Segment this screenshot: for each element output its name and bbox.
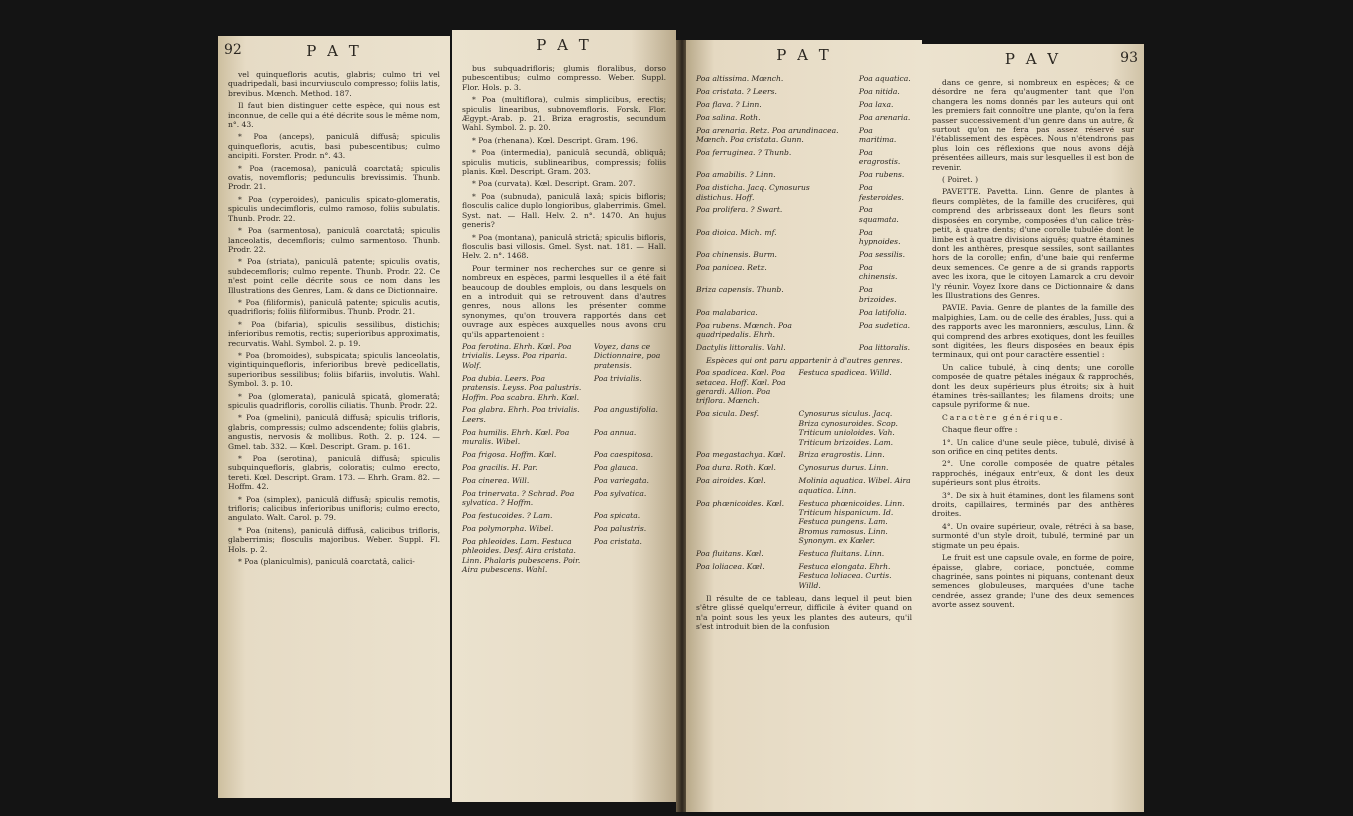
paragraph: * Poa (nitens), paniculâ diffusâ, calicibus trifloris, glaberrimis; flosculis majoribus. Weber. Suppl. Fl. Hols. p. 2. [228, 525, 440, 554]
synonym-row [696, 170, 912, 183]
synonym-row [696, 126, 912, 148]
synonym-target: Poa glauca. [593, 462, 639, 472]
synonym-row [462, 374, 666, 406]
synonym-target: Poa sylvatica. [593, 488, 647, 498]
synonym-target: Poa palustris. [593, 523, 647, 533]
paragraph: 1°. Un calice d'une seule pièce, tubulé, divisé à son orifice en cinq petites dents. [932, 437, 1134, 457]
paragraph: * Poa (simplex), paniculâ diffusâ; spiculis remotis, trifloris; calicibus inferioribus unifloris; culmo erecto, angulato. Walt. Carol. p. 79. [228, 494, 440, 523]
synonym-target: Molinia aquatica. Wibel. Aira aquatica. Linn. [798, 476, 911, 495]
synonym-row [696, 113, 912, 126]
synonym-target: Poa maritima. [858, 125, 897, 145]
synonym-row [462, 511, 666, 524]
paragraph: * Poa (planiculmis), paniculâ coarctatâ, calici- [238, 557, 415, 567]
synonym-target: Festuca elongata. Ehrh. Festuca loliacea. Curtis. Willd. [798, 561, 892, 590]
synonym-source: Poa flava. ? Linn. [696, 99, 762, 109]
paragraph: Le fruit est une capsule ovale, en forme de poire, épaisse, glabre, coriace, ponctuée, comme chagrinée, sans pointes ni piquans, contenant deux semences globuleuses, marquées d'une tache cendrée, assez grande; l'une des deux semences avorte assez souvent. [932, 553, 1134, 610]
synonym-target: Poa laxa. [858, 99, 894, 109]
running-header [686, 46, 922, 66]
synonym-source: Poa trinervata. ? Schrad. Poa sylvatica. ? Hoffm. [462, 488, 575, 508]
paragraph: * Poa (sarmentosa), paniculâ coarctatâ; spiculis lanceolatis, decemfloris; culmo sarmentoso. Thunb. Prodr. 22. [228, 226, 440, 254]
synonym-target: Poa caespitosa. [593, 450, 654, 460]
page-93-left-column [686, 40, 922, 812]
synonym-target: Poa latifolia. [858, 307, 907, 317]
synonym-row [696, 205, 912, 227]
synonym-source: Poa polymorpha. Wibel. [462, 523, 554, 533]
synonym-target: Poa nitida. [858, 86, 900, 96]
synonym-row [696, 321, 912, 343]
synonym-row [462, 537, 666, 578]
synonym-source: Poa panicea. Retz. [696, 263, 767, 272]
header-title: P A V [1004, 50, 1062, 68]
paragraph: 4°. Un ovaire supérieur, ovale, rétréci à sa base, surmonté d'un style droit, tubulé, terminé par un stigmate un peu épais. [932, 521, 1134, 550]
synonym-source: Briza capensis. Thunb. [696, 285, 784, 295]
synonym-source: Poa arenaria. Retz. Poa arundinacea. Mœnch. Poa cristata. Gunn. [696, 125, 839, 145]
paragraph: PAVETTE. Pavetta. Linn. Genre de plantes à fleurs complètes, de la famille des crucifères, qui comprend des arbrisseaux dont les fleurs sont disposées en corymbe, composées d'un calice très-petit, à quatre dents; d'une corolle tubulée dont le limbe est à quatre divisions aiguës; quatre étamines dont les anthères, presque sessiles, sont saillantes hors de la corolle; enfin, d'une baie qui renferme deux semences. Ce genre a de si grands rapports avec les ixora, que le citoyen Lamarck a cru devoir l'y réunir. Voyez Ixore dans ce Dictionnaire & dans les Illustrations des Genres. [932, 187, 1134, 300]
synonym-target: Cynosurus durus. Linn. [798, 463, 889, 473]
synonym-target: Poa hypnoides. [858, 227, 901, 247]
synonym-source: Poa salina. Roth. [696, 112, 761, 122]
running-header [218, 42, 450, 62]
synonym-source: Poa fluitans. Kœl. [696, 549, 764, 559]
synonym-row [696, 100, 912, 113]
synonym-source: Poa prolifera. ? Swart. [696, 205, 783, 215]
synonym-source: Poa dubia. Leers. Poa pratensis. Leyss. Poa palustris. Hoffm. Poa scabra. Ehrh. Kœl. [462, 373, 582, 402]
synonym-row [696, 476, 912, 498]
synonym-source: Poa ferruginea. ? Thunb. [696, 147, 792, 157]
paragraph: 2°. Une corolle composée de quatre pétales rapprochés, inégaux entr'eux, & dont les deux supérieurs sont plus étroits. [932, 459, 1134, 488]
paragraph: Chaque fleur offre : [942, 425, 1018, 435]
author-signature: ( Poiret. ) [942, 175, 979, 185]
synonym-row [696, 463, 912, 476]
synonym-source: Poa cinerea. Will. [462, 475, 530, 485]
synonym-source: Poa sicula. Desf. [696, 409, 760, 419]
synonym-row [462, 463, 666, 476]
paragraph: Pour terminer nos recherches sur ce genre si nombreux en espèces, parmi lesquelles il a été fait beaucoup de doubles emplois, ou dans lesquels on en a introduit qui se retrouvent dans d'autres genres, nous allons les présenter comme synonymes, qu'on trouvera rapportés dans cet ouvrage aux espèces auxquelles nous avons cru qu'ils appartenoient : [462, 263, 666, 339]
synonym-row [696, 562, 912, 594]
page-text [696, 74, 912, 634]
synonym-table [462, 342, 666, 578]
synonym-target: Festuca spadicea. Willd. [798, 368, 892, 378]
paragraph: * Poa (bromoides), subspicata; spiculis lanceolatis, vigintiquinquefloris, inferioribus brevè pedicellatis, superioribus sessilibus; foliis bifariis, involutis. Wahl. Symbol. 3. p. 10. [228, 350, 440, 389]
synonym-target: Poa rubens. [858, 170, 905, 180]
synonym-target: Briza eragrostis. Linn. [798, 450, 885, 460]
synonym-row [696, 263, 912, 285]
synonym-target: Poa chinensis. [858, 263, 898, 282]
synonym-row [696, 228, 912, 250]
synonym-source: Poa chinensis. Burm. [696, 250, 777, 260]
paragraph: * Poa (glomerata), paniculâ spicatâ, glomeratâ; spiculis quadrifloris, corollis ciliatis. Thunb. Prodr. 22. [228, 391, 440, 410]
paragraph: * Poa (racemosa), paniculâ coarctatâ; spiculis ovatis, novemfloris; pedunculis brevissimis. Thunb. Prodr. 21. [228, 163, 440, 192]
synonym-source: Poa festucoides. ? Lam. [462, 511, 553, 521]
header-title: P A T [536, 36, 592, 54]
paragraph: * Poa (cyperoides), paniculis spicato-glomeratis, spiculis undecimfloris, culmo ramoso, foliis subulatis. Thunb. Prodr. 22. [228, 194, 440, 223]
paragraph: * Poa (gmelini), paniculâ diffusâ; spiculis trifloris, glabris, compressis; culmo adscendente; foliis glabris, angustis, nervosis & mollibus. Roth. 2. p. 124. — Gmel. tab. 332. — Kœl. Descript. Gram. p. 161. [228, 413, 440, 451]
synonym-source: Poa dura. Roth. Kœl. [696, 463, 776, 473]
paragraph: * Poa (bifaria), spiculis sessilibus, distichis; inferioribus remotis, rectis; superioribus approximatis, recurvatis. Wahl. Symbol. 2. p. 19. [228, 319, 440, 348]
paragraph: bus subquadrifloris; glumis floralibus, dorso pubescentibus; culmo compresso. Weber. Suppl. Flor. Hols. p. 3. [462, 64, 666, 92]
synonym-target: Poa eragrostis. [858, 147, 901, 167]
synonym-target: Poa sudetica. [858, 320, 911, 330]
synonym-source: Poa humilis. Ehrh. Kœl. Poa muralis. Wibel. [462, 427, 570, 447]
paragraph: * Poa (striata), paniculâ patente; spiculis ovatis, subdecemfloris; culmo repente. Thunb. Prodr. 22. Ce n'est point celle décrite sous ce nom dans les Illustrations des Genres, Lam. & dans ce Dictionnaire. [228, 257, 440, 295]
paragraph: * Poa (subnuda), paniculâ laxâ; spicis bifloris; flosculis calice duplo longioribus, glaberrimis. Gmel. Syst. nat. — Hall. Helv. 2. n°. 1470. An hujus generis? [462, 191, 666, 230]
synonym-source: Poa dioica. Mich. mf. [696, 227, 777, 237]
synonym-row [696, 368, 912, 409]
paragraph: dans ce genre, si nombreux en espèces; & ce désordre ne fera qu'augmenter tant que l'on changera les noms donnés par les auteurs qui ont les premiers fait connoître une plante, qu'on la fera passer successivement d'un genre dans un autre, & surtout qu'on ne fera pas assez réservé sur l'établissement des espèces. Nous n'étendrons pas plus loin ces réflexions que nous avons déjà présentées ailleurs, mais sur lesquelles il est bon de revenir. [932, 78, 1134, 172]
synonym-source: Poa spadicea. Kœl. Poa setacea. Hoff. Kœl. Poa gerardi. Allion. Poa triflora. Mœnch. [696, 368, 786, 406]
synonym-target: Poa sessilis. [858, 250, 905, 260]
synonym-row [462, 342, 666, 374]
section-heading: Caractère générique. [942, 412, 1065, 422]
synonym-target: Festuca fluitans. Linn. [798, 549, 885, 559]
synonym-target: Festuca phœnicoides. Linn. Triticum hispanicum. Id. Festuca pungens. Lam. Bromus ramosus. Linn. Synonym. ex Kœler. [798, 498, 905, 546]
page-text [462, 64, 666, 578]
synonym-source: Poa loliacea. Kœl. [696, 561, 765, 571]
synonym-target: Poa brizoides. [858, 285, 897, 304]
synonym-row [696, 450, 912, 463]
synonym-row [462, 524, 666, 537]
page-number: 93 [1120, 50, 1138, 66]
paragraph: * Poa (anceps), paniculâ diffusâ; spiculis quinquefloris, acutis, basi pubescentibus; culmo ancipiti. Forster. Prodr. n°. 43. [228, 132, 440, 161]
page-text [228, 70, 440, 570]
synonym-row [462, 489, 666, 511]
synonym-source: Poa disticha. Jacq. Cynosurus distichus. Hoff. [696, 183, 810, 202]
paragraph: vel quinquefloris acutis, glabris; culmo tri vel quadripedali, basi incurviusculo compresso; foliis latis, brevibus. Mœnch. Method. 187. [228, 70, 440, 98]
page-number: 92 [224, 42, 242, 58]
synonym-source: Poa cristata. ? Leers. [696, 86, 777, 96]
paragraph: * Poa (filiformis), paniculâ patente; spiculis acutis, quadrifloris; foliis filiformibus. Thunb. Prodr. 21. [228, 297, 440, 317]
synonym-target: Voyez, dans ce Dictionnaire, poa pratensis. [593, 341, 661, 370]
synonym-row [696, 308, 912, 321]
synonym-row [696, 87, 912, 100]
running-header [452, 36, 676, 56]
synonym-target: Poa trivialis. [593, 373, 642, 383]
synonym-row [696, 74, 912, 87]
synonym-target: Poa annua. [593, 427, 637, 437]
paragraph: * Poa (serotina), paniculâ diffusâ; spiculis subquinquefloris, glabris, coloratis; culmo erecto, tereti. Kœl. Descript. Gram. 173. — Ehrh. Gram. 82. — Hoffm. 42. [228, 454, 440, 492]
synonym-source: Poa gracilis. H. Par. [462, 462, 538, 472]
synonym-table [696, 368, 912, 594]
synonym-source: Poa amabilis. ? Linn. [696, 170, 776, 180]
synonym-source: Poa malabarica. [696, 307, 758, 317]
paragraph: 3°. De six à huit étamines, dont les filamens sont droits, capillaires, terminés par des anthères droites. [932, 490, 1134, 519]
paragraph: Il faut bien distinguer cette espèce, qui nous est inconnue, de celle qui a été décrite sous le même nom, n°. 43. [228, 101, 440, 130]
synonym-source: Dactylis littoralis. Vahl. [696, 342, 786, 352]
synonym-row [696, 409, 912, 450]
synonym-target: Poa spicata. [593, 511, 641, 521]
synonym-row [462, 428, 666, 450]
synonym-row [696, 250, 912, 263]
header-title: P A T [306, 42, 362, 60]
paragraph: * Poa (montana), paniculâ strictâ; spiculis bifloris, flosculis basi villosis. Gmel. Syst. nat. 181. — Hall. Helv. 2. n°. 1468. [462, 232, 666, 261]
page-text [932, 78, 1134, 613]
paragraph: PAVIE. Pavia. Genre de plantes de la famille des malpighies, Lam. ou de celle des érables, Juss. qui a des rapports avec les maronniers, æsculus, Linn. & qui comprend des arbres exotiques, dont les feuilles sont digitées, les fleurs disposées en beaux épis terminaux, qui ont pour caractère essentiel : [932, 303, 1134, 360]
synonym-target: Poa arenaria. [858, 112, 911, 122]
synonym-target: Poa festeroides. [858, 183, 904, 202]
paragraph: Un calice tubulé, à cinq dents; une corolle composée de quatre pétales inégaux & rapprochés, dont les deux supérieurs plus étroits; six à huit étamines très-saillantes; les filamens droits; une capsule pyriforme & nue. [932, 362, 1134, 410]
synonym-row [462, 405, 666, 427]
paragraph: * Poa (curvata). Kœl. Descript. Gram. 207. [472, 179, 636, 189]
synonym-source: Poa megastachya. Kœl. [696, 450, 786, 460]
synonym-target: Poa littoralis. [858, 342, 911, 352]
synonym-source: Poa phœnicoides. Kœl. [696, 498, 785, 508]
synonym-row [462, 476, 666, 489]
synonym-row [462, 450, 666, 463]
synonym-source: Poa glabra. Ehrh. Poa trivialis. Leers. [462, 405, 580, 424]
paragraph: * Poa (intermedia), paniculâ secundâ, obliquâ; spiculis muticis, sublinearibus, compressis; foliis planis. Kœl. Descript. Gram. 203. [462, 148, 666, 177]
page-92-right-column [452, 30, 676, 802]
synonym-row [696, 285, 912, 307]
synonym-source: Poa frigosa. Hoffm. Kœl. [462, 450, 557, 460]
synonym-target: Poa aquatica. [858, 74, 911, 83]
synonym-row [696, 183, 912, 205]
paragraph: Il résulte de ce tableau, dans lequel il peut bien s'être glissé quelqu'erreur, difficile à éviter quand on n'a point sous les yeux les plantes des auteurs, qu'il s'est introduit bien de la confusion [696, 593, 912, 631]
paragraph: * Poa (multiflora), culmis simplicibus, erectis; spiculis linearibus, subnovemfloris. Forsk. Flor. Ægypt.-Arab. p. 21. Briza eragrostis, secundum Wahl. Symbol. 2. p. 20. [462, 95, 666, 133]
header-title: P A T [776, 46, 832, 64]
synonym-target: Poa squamata. [858, 205, 899, 224]
running-header [922, 50, 1144, 70]
synonym-row [696, 343, 912, 356]
synonym-source: Poa phleoides. Lam. Festuca phleoides. Desf. Aira cristata. Linn. Phalaris pubescens. Poir. Aira pubescens. Wahl. [462, 536, 581, 575]
section-subtitle: Espèces qui ont paru appartenir à d'autres genres. [706, 355, 903, 365]
synonym-source: Poa rubens. Mœnch. Poa quadripedalis. Ehrh. [696, 320, 792, 339]
synonym-target: Cynosurus siculus. Jacq. Briza cynosuroides. Scop. Triticum unioloides. Vah. Triticum brizoides. Lam. [798, 409, 898, 447]
page-92 [218, 36, 450, 798]
synonym-row [696, 148, 912, 170]
synonym-table [696, 74, 912, 356]
synonym-row [696, 499, 912, 550]
synonym-source: Poa altissima. Mœnch. [696, 74, 784, 83]
synonym-source: Poa ferotina. Ehrh. Kœl. Poa trivialis. Leyss. Poa riparia. Wolf. [462, 341, 572, 370]
synonym-row [696, 549, 912, 562]
synonym-source: Poa airoides. Kœl. [696, 476, 766, 486]
page-93 [922, 44, 1144, 812]
synonym-target: Poa cristata. [593, 536, 642, 546]
paragraph: * Poa (rhenana). Kœl. Descript. Gram. 196. [472, 135, 639, 145]
synonym-target: Poa angustifolia. [593, 405, 658, 415]
synonym-target: Poa variegata. [593, 475, 649, 485]
